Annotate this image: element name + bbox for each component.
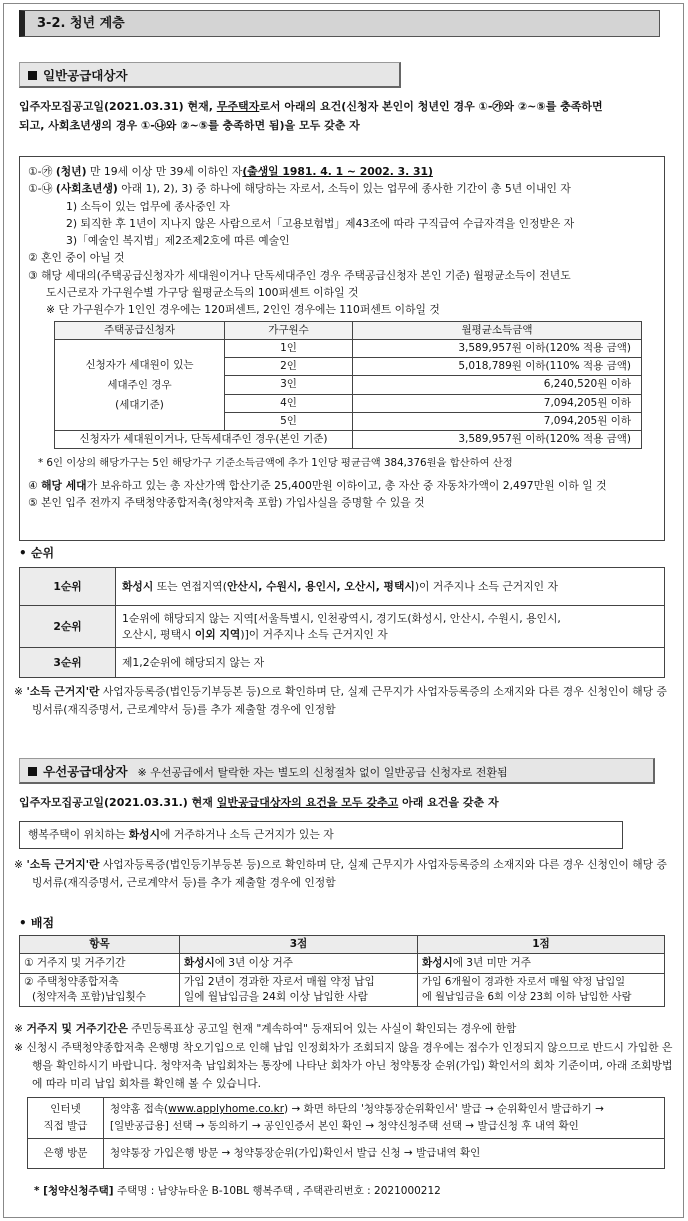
square-bullet-icon bbox=[28, 71, 37, 80]
ranking-table bbox=[19, 567, 665, 678]
household-members: 5인 bbox=[225, 412, 353, 430]
savings-note: ※ 신청시 주택청약종합저축 은행명 착오기입으로 인해 납입 인정회차가 조회되지 않을 경우에는 점수가 인정되지 않으므로 반드시 가입한 은행을 확인하시기 바랍니다. 청약저축 납입회차는 통장에 나타난 회차가 아닌 청약통장 순위(가입) 확인서의 회차 기준이며, 아래 조회방법에 따라 미리 납입 회차를 확인해 볼 수 있습니다. bbox=[14, 1041, 673, 1090]
income-limit: 6,240,520원 이하 bbox=[353, 376, 642, 394]
table-row bbox=[20, 954, 665, 974]
condition-1b: ①-㉯ (사회초년생) 아래 1), 2), 3) 중 하나에 해당하는 자로서, 소득이 있는 업무에 종사한 기간이 총 5년 이내인 자 bbox=[28, 182, 571, 196]
income-limit: 5,018,789원 이하(110% 적용 금액) bbox=[353, 358, 642, 376]
table-row bbox=[28, 1098, 665, 1139]
table-row bbox=[55, 430, 642, 448]
priority-supply-title: 우선공급대상자 bbox=[43, 764, 128, 779]
rank-description: 화성시 또는 연접지역(안산시, 수원시, 용인시, 오산시, 평택시)이 거주지나 소득 근거지인 자 bbox=[116, 568, 665, 606]
table-row bbox=[20, 974, 665, 1007]
rank-label: 1순위 bbox=[20, 568, 116, 606]
rank-description: 제1,2순위에 해당되지 않는 자 bbox=[116, 648, 665, 678]
condition-4: ④ 해당 세대가 보유하고 있는 총 자산가액 합산기준 25,400만원 이하이고, 총 자산 중 자동차가액이 2,497만원 이하 일 것 bbox=[28, 478, 607, 492]
general-supply-title: 일반공급대상자 bbox=[43, 68, 128, 83]
condition-3-note: ※ 단 가구원수가 1인인 경우에는 120퍼센트, 2인인 경우에는 110퍼센트 이하일 것 bbox=[46, 303, 440, 317]
priority-intro: 입주자모집공고일(2021.03.31.) 현재 일반공급대상자의 요건을 모두 갖추고 아래 요건을 갖춘 자 bbox=[19, 796, 499, 809]
rank-description: 1순위에 해당되지 않는 지역[서울특별시, 인천광역시, 경기도(화성시, 안산시, 수원시, 용인시, 오산시, 평택시 이외 지역)]이 거주지나 소득 근거지인 자 bbox=[116, 606, 665, 648]
household-members: 2인 bbox=[225, 358, 353, 376]
general-requirements-box bbox=[19, 156, 665, 541]
condition-3-line1: ③ 해당 세대의(주택공급신청자가 세대원이거나 단독세대주인 경우 주택공급신청자 본인 기준) 월평균소득이 전년도 bbox=[28, 268, 571, 282]
income-table-header: 가구원수 bbox=[225, 321, 353, 339]
score-table-header: 1점 bbox=[418, 936, 665, 954]
household-members: 1인 bbox=[225, 339, 353, 357]
household-members: 4인 bbox=[225, 394, 353, 412]
household-group-label: 신청자가 세대원이 있는 세대주인 경우 (세대기준) bbox=[55, 339, 225, 430]
section-title: 3-2. 청년 계층 bbox=[19, 10, 660, 37]
score-title: • 배점 bbox=[19, 916, 55, 930]
score-table-header: 항목 bbox=[20, 936, 180, 954]
income-base-note: ※ '소득 근거지'란 사업자등록증(법인등기부등본 등)으로 확인하며 단, 실제 근무지가 사업자등록증의 소재지와 다른 경우 신청인이 해당 증빙서류(재직증명서, 근로계약서 등)를 추가 제출할 경우에 인정함 bbox=[14, 685, 667, 716]
income-limit: 3,589,957원 이하(120% 적용 금액) bbox=[353, 339, 642, 357]
rank-label: 2순위 bbox=[20, 606, 116, 648]
table-row bbox=[20, 606, 665, 648]
bank-method-label: 은행 방문 bbox=[28, 1139, 104, 1169]
square-bullet-icon bbox=[28, 767, 37, 776]
internet-method-label: 인터넷 직접 발급 bbox=[28, 1098, 104, 1139]
score-table bbox=[19, 935, 665, 1007]
priority-supply-header bbox=[19, 758, 655, 784]
priority-requirement-box: 행복주택이 위치하는 화성시에 거주하거나 소득 근거지가 있는 자 bbox=[19, 821, 623, 849]
table-row bbox=[55, 339, 642, 357]
table-row bbox=[20, 568, 665, 606]
income-table-header: 월평균소득금액 bbox=[353, 321, 642, 339]
table-row bbox=[28, 1139, 665, 1169]
condition-3-line2: 도시근로자 가구원수별 가구당 월평균소득의 100퍼센트 이하일 것 bbox=[46, 286, 359, 300]
general-intro: 입주자모집공고일(2021.03.31) 현재, 무주택자로서 아래의 요건(신청자 본인이 청년인 경우 ①-㉮와 ②~⑤를 충족하면 되고, 사회초년생의 경우 ①-㉯와 ②~⑤를 충족하면 됨)을 모두 갖춘 자 bbox=[19, 100, 603, 132]
income-limit: 7,094,205원 이하 bbox=[353, 412, 642, 430]
rank-label: 3순위 bbox=[20, 648, 116, 678]
residence-note: ※ 거주지 및 거주기간은 주민등록표상 공고일 현재 "계속하여" 등재되어 있는 사실이 확인되는 경우에 한함 bbox=[14, 1022, 517, 1035]
condition-1b-2: 2) 퇴직한 후 1년이 지나지 않은 사람으로서「고용보험법」제43조에 따라 구직급여 수급자격을 인정받은 자 bbox=[66, 216, 575, 230]
internet-method-steps: 청약홈 접속(www.applyhome.co.kr) → 화면 하단의 '청약통장순위확인서' 발급 → 순위확인서 발급하기 → [일반공급용] 선택 → 동의하기 → 공인인증서 본인 확인 → 청약신청주택 선택 → 발급신청 후 내역 확인 bbox=[104, 1098, 665, 1139]
general-supply-header bbox=[19, 62, 401, 88]
priority-supply-note: ※ 우선공급에서 탈락한 자는 별도의 신청절차 없이 일반공급 신청자로 전환됨 bbox=[137, 766, 508, 779]
income-limit: 7,094,205원 이하 bbox=[353, 394, 642, 412]
condition-2: ② 혼인 중이 아닐 것 bbox=[28, 251, 125, 265]
ranking-title: • 순위 bbox=[19, 546, 55, 560]
income-limit: 3,589,957원 이하(120% 적용 금액) bbox=[353, 430, 642, 448]
score-item: ① 거주지 및 거주기간 bbox=[20, 954, 180, 974]
condition-1b-1: 1) 소득이 있는 업무에 종사중인 자 bbox=[66, 199, 230, 213]
single-household-label: 신청자가 세대원이거나, 단독세대주인 경우(본인 기준) bbox=[55, 430, 353, 448]
score-table-header: 3점 bbox=[180, 936, 418, 954]
score-item: ② 주택청약종합저축 (청약저축 포함)납입횟수 bbox=[20, 974, 180, 1007]
verification-methods-table bbox=[27, 1097, 665, 1169]
target-housing-footer: * [청약신청주택] 주택명 : 남양뉴타운 B-10BL 행복주택 , 주택관리번호 : 2021000212 bbox=[34, 1185, 441, 1197]
score-3pt: 가입 2년이 경과한 자로서 매월 약정 납입 일에 월납입금을 24회 이상 납입한 사람 bbox=[180, 974, 418, 1007]
score-3pt: 화성시에 3년 이상 거주 bbox=[180, 954, 418, 974]
table-row bbox=[20, 648, 665, 678]
income-table bbox=[54, 321, 642, 450]
income-table-note: * 6인 이상의 해당가구는 5인 해당가구 기준소득금액에 추가 1인당 평균금액 384,376원을 합산하여 산정 bbox=[38, 457, 513, 470]
score-1pt: 가입 6개월이 경과한 자로서 매월 약정 납입일 에 월납입금을 6회 이상 23회 이하 납입한 사람 bbox=[418, 974, 665, 1007]
priority-income-base-note: ※ '소득 근거지'란 사업자등록증(법인등기부등본 등)으로 확인하며 단, 실제 근무지가 사업자등록증의 소재지와 다른 경우 신청인이 해당 증빙서류(재직증명서, 근로계약서 등)를 추가 제출할 경우에 인정함 bbox=[14, 858, 667, 889]
applyhome-link[interactable]: www.applyhome.co.kr bbox=[168, 1103, 285, 1115]
condition-1b-3: 3)「예술인 복지법」제2조제2호에 따른 예술인 bbox=[66, 234, 290, 248]
score-1pt: 화성시에 3년 미만 거주 bbox=[418, 954, 665, 974]
condition-1a: ①-㉮ (청년) 만 19세 이상 만 39세 이하인 자(출생일 1981. 4. 1 ~ 2002. 3. 31) bbox=[28, 165, 433, 178]
condition-5: ⑤ 본인 입주 전까지 주택청약종합저축(청약저축 포함) 가입사실을 증명할 수 있을 것 bbox=[28, 495, 425, 509]
income-table-header: 주택공급신청자 bbox=[55, 321, 225, 339]
household-members: 3인 bbox=[225, 376, 353, 394]
bank-method-steps: 청약통장 가입은행 방문 → 청약통장순위(가입)확인서 발급 신청 → 발급내역 확인 bbox=[104, 1139, 665, 1169]
